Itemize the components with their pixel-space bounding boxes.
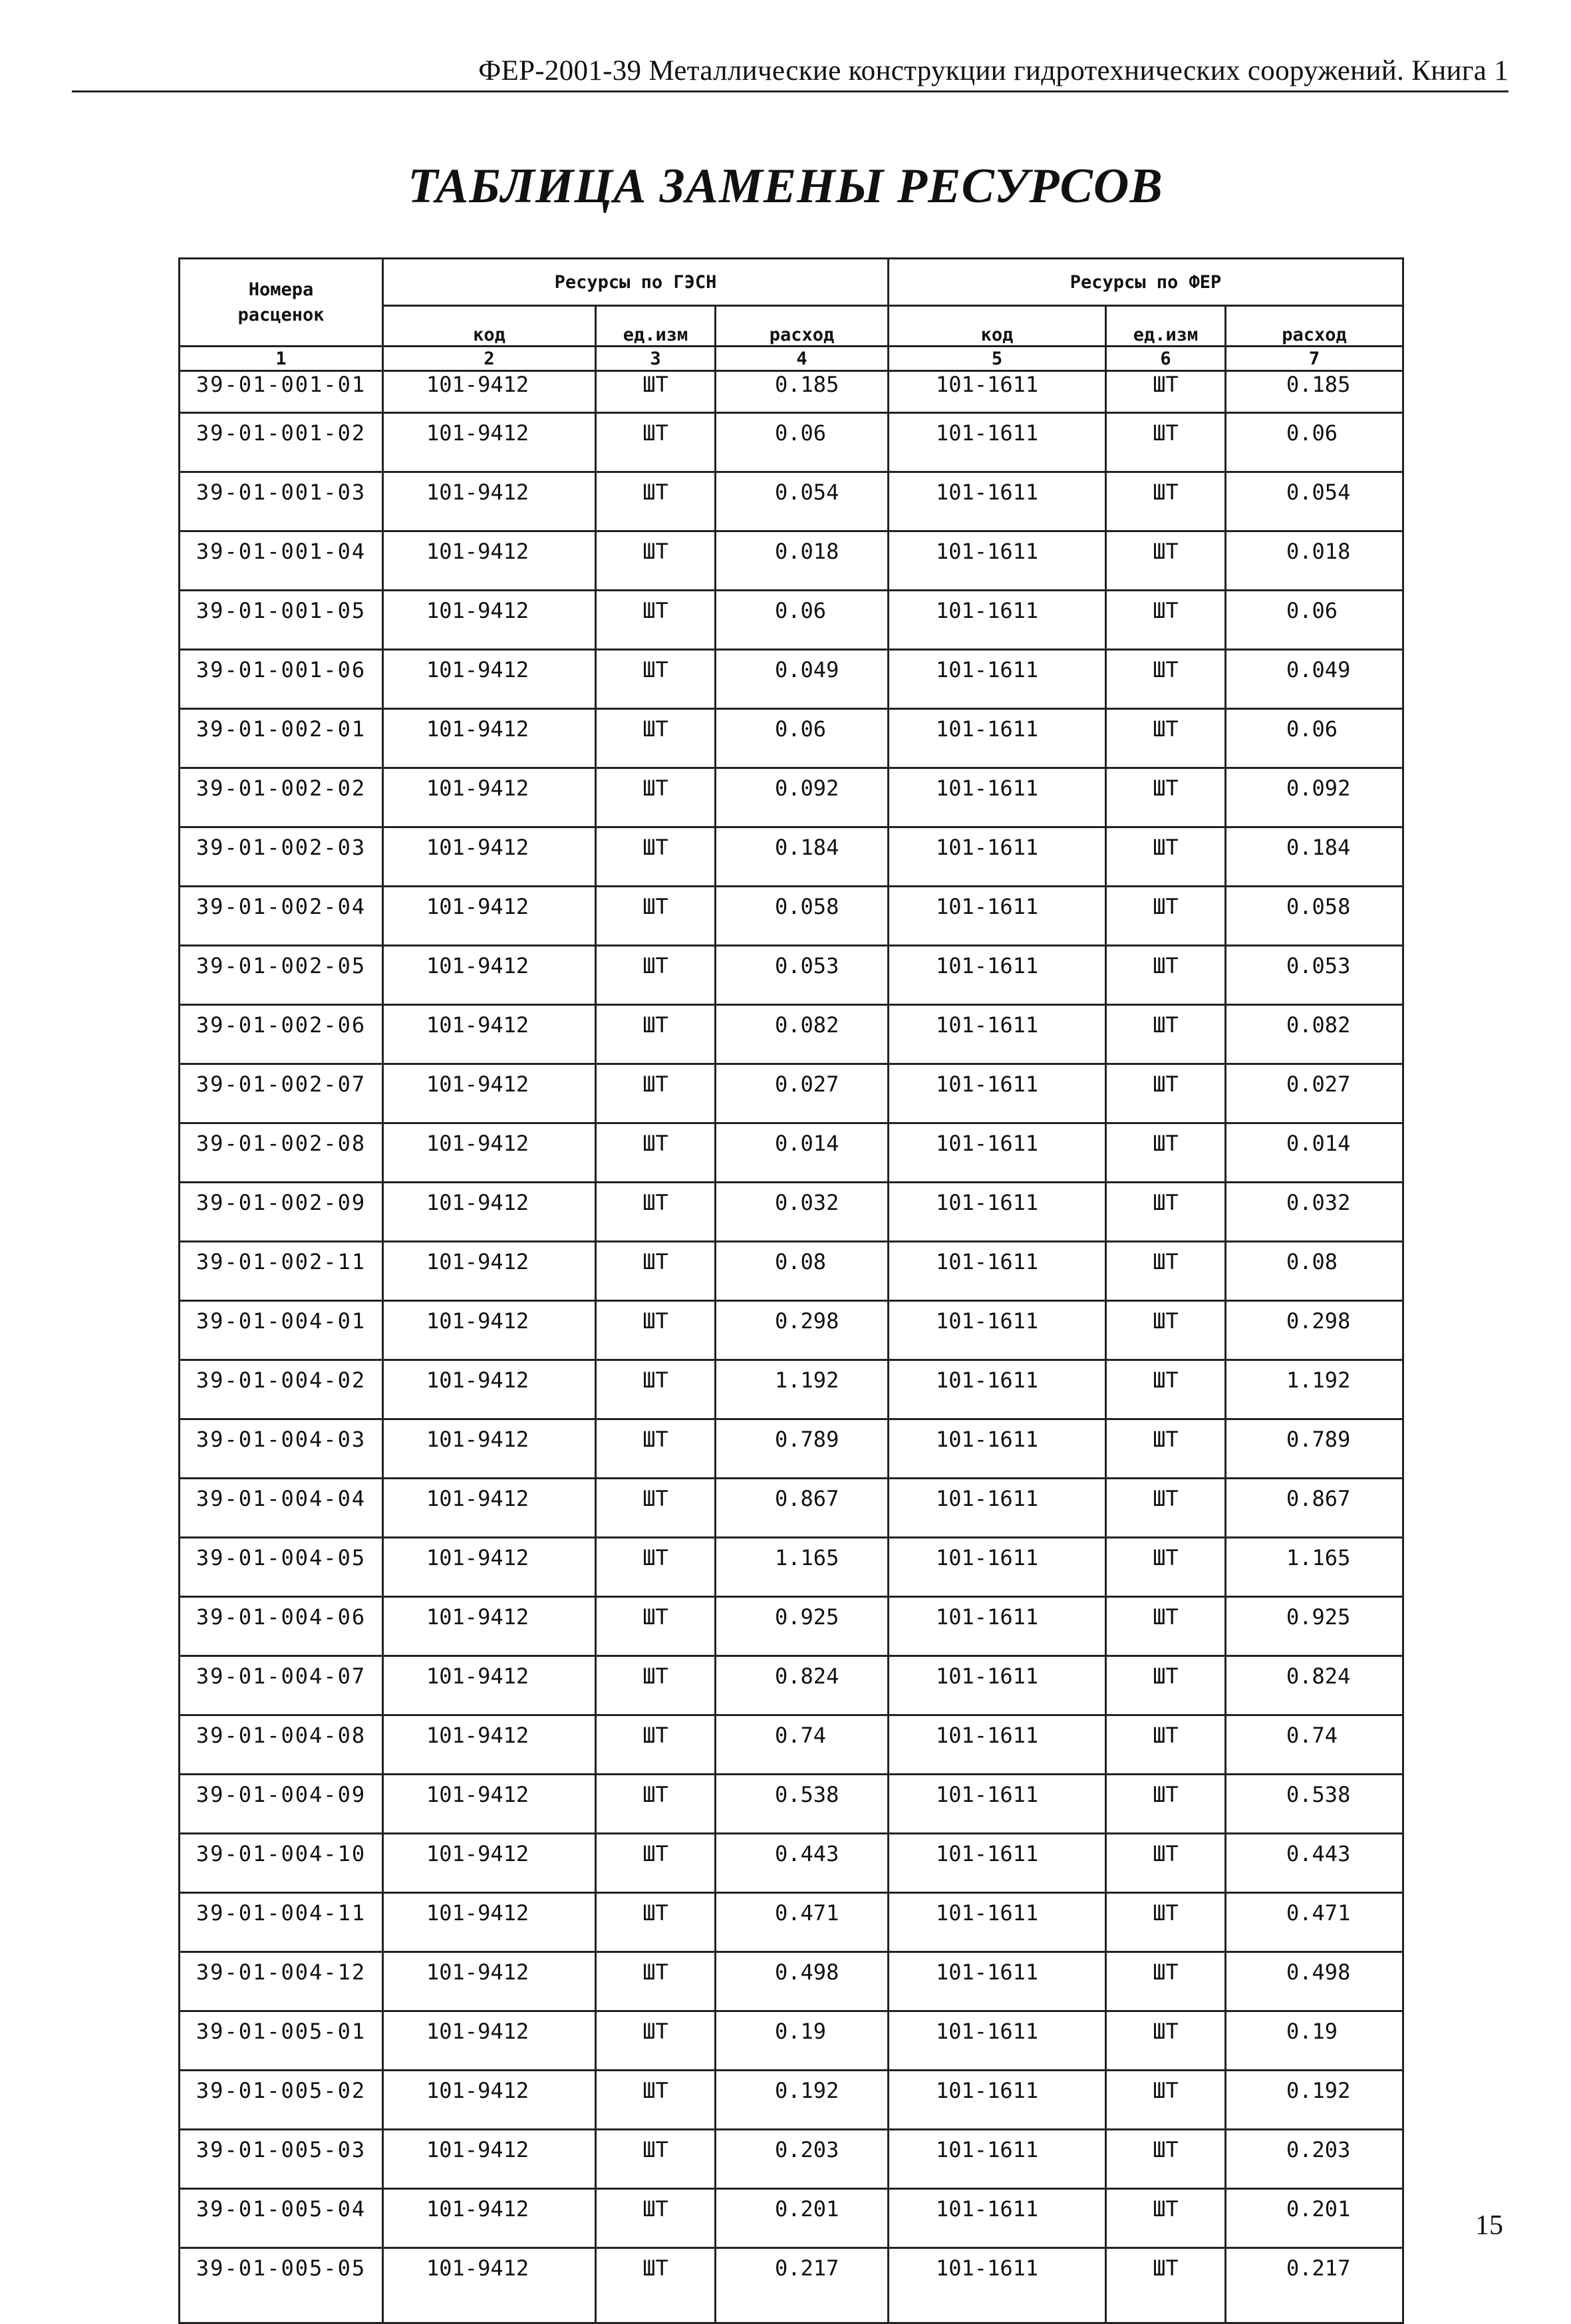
fer-unit-cell: ШТ <box>1106 1301 1226 1360</box>
rate-number-cell: 39-01-004-09 <box>180 1775 383 1834</box>
gesn-code-cell: 101-9412 <box>383 1538 596 1597</box>
gesn-amount-cell: 0.184 <box>716 827 889 887</box>
table-row <box>180 531 1403 591</box>
gesn-code-cell: 101-9412 <box>383 2071 596 2130</box>
gesn-unit-cell: ШТ <box>596 1360 716 1419</box>
rate-number-cell: 39-01-001-02 <box>180 413 383 472</box>
header-gesn-code: код <box>383 306 596 347</box>
rate-number-cell: 39-01-002-04 <box>180 887 383 946</box>
fer-code-cell: 101-1611 <box>889 1715 1106 1775</box>
gesn-code-cell: 101-9412 <box>383 1301 596 1360</box>
fer-amount-cell: 1.165 <box>1226 1538 1403 1597</box>
fer-amount-cell: 0.082 <box>1226 1005 1403 1064</box>
fer-amount-cell: 0.08 <box>1226 1242 1403 1301</box>
fer-unit-cell: ШТ <box>1106 1419 1226 1479</box>
fer-amount-cell: 0.789 <box>1226 1419 1403 1479</box>
gesn-code-cell: 101-9412 <box>383 1183 596 1242</box>
table-row <box>180 650 1403 709</box>
fer-amount-cell: 0.19 <box>1226 2011 1403 2071</box>
gesn-unit-cell: ШТ <box>596 2071 716 2130</box>
fer-amount-cell: 0.824 <box>1226 1656 1403 1715</box>
fer-amount-cell: 0.184 <box>1226 827 1403 887</box>
gesn-unit-cell: ШТ <box>596 2248 716 2323</box>
fer-amount-cell: 0.092 <box>1226 768 1403 827</box>
rate-number-cell: 39-01-004-02 <box>180 1360 383 1419</box>
fer-unit-cell: ШТ <box>1106 2130 1226 2189</box>
rate-number-cell: 39-01-002-08 <box>180 1123 383 1183</box>
gesn-code-cell: 101-9412 <box>383 946 596 1005</box>
fer-unit-cell: ШТ <box>1106 2071 1226 2130</box>
gesn-amount-cell: 0.185 <box>716 371 889 413</box>
gesn-code-cell: 101-9412 <box>383 1123 596 1183</box>
gesn-amount-cell: 0.789 <box>716 1419 889 1479</box>
fer-code-cell: 101-1611 <box>889 946 1106 1005</box>
table-row <box>180 1656 1403 1715</box>
fer-code-cell: 101-1611 <box>889 591 1106 650</box>
gesn-code-cell: 101-9412 <box>383 1715 596 1775</box>
fer-unit-cell: ШТ <box>1106 413 1226 472</box>
table-row <box>180 1242 1403 1301</box>
fer-code-cell: 101-1611 <box>889 531 1106 591</box>
table-row <box>180 2011 1403 2071</box>
rate-number-cell: 39-01-002-01 <box>180 709 383 768</box>
gesn-code-cell: 101-9412 <box>383 2011 596 2071</box>
rate-number-cell: 39-01-002-11 <box>180 1242 383 1301</box>
fer-code-cell: 101-1611 <box>889 371 1106 413</box>
fer-amount-cell: 0.201 <box>1226 2189 1403 2248</box>
fer-unit-cell: ШТ <box>1106 1952 1226 2011</box>
table-body <box>180 371 1403 2323</box>
gesn-unit-cell: ШТ <box>596 887 716 946</box>
gesn-unit-cell: ШТ <box>596 1656 716 1715</box>
fer-code-cell: 101-1611 <box>889 2071 1106 2130</box>
gesn-amount-cell: 0.08 <box>716 1242 889 1301</box>
gesn-amount-cell: 0.027 <box>716 1064 889 1123</box>
header-fer-amount: расход <box>1226 306 1403 347</box>
gesn-code-cell: 101-9412 <box>383 1834 596 1893</box>
column-number: 1 <box>180 347 383 371</box>
table-row <box>180 946 1403 1005</box>
fer-unit-cell: ШТ <box>1106 1775 1226 1834</box>
table-row <box>180 472 1403 531</box>
gesn-unit-cell: ШТ <box>596 650 716 709</box>
header-rate-numbers: Номера расценок <box>180 259 383 347</box>
gesn-amount-cell: 0.053 <box>716 946 889 1005</box>
gesn-unit-cell: ШТ <box>596 2011 716 2071</box>
table-row <box>180 2130 1403 2189</box>
table-row <box>180 709 1403 768</box>
fer-amount-cell: 0.471 <box>1226 1893 1403 1952</box>
rate-number-cell: 39-01-001-05 <box>180 591 383 650</box>
running-header: ФЕР-2001-39 Металлические конструкции гидротехнических сооружений. Книга 1 <box>72 52 1508 92</box>
fer-unit-cell: ШТ <box>1106 1715 1226 1775</box>
fer-code-cell: 101-1611 <box>889 1775 1106 1834</box>
rate-number-cell: 39-01-004-04 <box>180 1479 383 1538</box>
fer-unit-cell: ШТ <box>1106 1479 1226 1538</box>
gesn-code-cell: 101-9412 <box>383 709 596 768</box>
header-fer-code: код <box>889 306 1106 347</box>
column-number: 2 <box>383 347 596 371</box>
gesn-code-cell: 101-9412 <box>383 1360 596 1419</box>
fer-code-cell: 101-1611 <box>889 1360 1106 1419</box>
rate-number-cell: 39-01-002-02 <box>180 768 383 827</box>
gesn-amount-cell: 0.925 <box>716 1597 889 1656</box>
gesn-code-cell: 101-9412 <box>383 531 596 591</box>
fer-unit-cell: ШТ <box>1106 1064 1226 1123</box>
gesn-amount-cell: 0.298 <box>716 1301 889 1360</box>
gesn-unit-cell: ШТ <box>596 1952 716 2011</box>
gesn-code-cell: 101-9412 <box>383 1005 596 1064</box>
rate-number-cell: 39-01-004-03 <box>180 1419 383 1479</box>
fer-code-cell: 101-1611 <box>889 1123 1106 1183</box>
rate-number-cell: 39-01-001-01 <box>180 371 383 413</box>
gesn-code-cell: 101-9412 <box>383 2189 596 2248</box>
gesn-amount-cell: 0.054 <box>716 472 889 531</box>
rate-number-cell: 39-01-004-05 <box>180 1538 383 1597</box>
fer-unit-cell: ШТ <box>1106 591 1226 650</box>
table-row <box>180 371 1403 413</box>
fer-code-cell: 101-1611 <box>889 827 1106 887</box>
fer-code-cell: 101-1611 <box>889 887 1106 946</box>
rate-number-cell: 39-01-004-07 <box>180 1656 383 1715</box>
gesn-unit-cell: ШТ <box>596 2189 716 2248</box>
fer-amount-cell: 0.185 <box>1226 371 1403 413</box>
gesn-amount-cell: 0.824 <box>716 1656 889 1715</box>
fer-amount-cell: 0.018 <box>1226 531 1403 591</box>
gesn-code-cell: 101-9412 <box>383 1775 596 1834</box>
fer-amount-cell: 0.027 <box>1226 1064 1403 1123</box>
gesn-amount-cell: 0.19 <box>716 2011 889 2071</box>
gesn-unit-cell: ШТ <box>596 591 716 650</box>
fer-code-cell: 101-1611 <box>889 650 1106 709</box>
gesn-amount-cell: 0.032 <box>716 1183 889 1242</box>
fer-code-cell: 101-1611 <box>889 413 1106 472</box>
gesn-unit-cell: ШТ <box>596 472 716 531</box>
table-row <box>180 2248 1403 2323</box>
gesn-code-cell: 101-9412 <box>383 413 596 472</box>
gesn-unit-cell: ШТ <box>596 1005 716 1064</box>
table-row <box>180 2071 1403 2130</box>
gesn-code-cell: 101-9412 <box>383 1893 596 1952</box>
rate-number-cell: 39-01-002-07 <box>180 1064 383 1123</box>
fer-unit-cell: ШТ <box>1106 946 1226 1005</box>
fer-code-cell: 101-1611 <box>889 1183 1106 1242</box>
fer-unit-cell: ШТ <box>1106 827 1226 887</box>
fer-unit-cell: ШТ <box>1106 1242 1226 1301</box>
fer-unit-cell: ШТ <box>1106 1834 1226 1893</box>
table-row <box>180 413 1403 472</box>
fer-code-cell: 101-1611 <box>889 1064 1106 1123</box>
fer-amount-cell: 0.217 <box>1226 2248 1403 2323</box>
fer-unit-cell: ШТ <box>1106 650 1226 709</box>
gesn-code-cell: 101-9412 <box>383 371 596 413</box>
table-row <box>180 1952 1403 2011</box>
fer-amount-cell: 0.538 <box>1226 1775 1403 1834</box>
fer-amount-cell: 0.058 <box>1226 887 1403 946</box>
gesn-amount-cell: 0.471 <box>716 1893 889 1952</box>
fer-code-cell: 101-1611 <box>889 1656 1106 1715</box>
fer-amount-cell: 0.203 <box>1226 2130 1403 2189</box>
fer-unit-cell: ШТ <box>1106 709 1226 768</box>
fer-amount-cell: 1.192 <box>1226 1360 1403 1419</box>
gesn-unit-cell: ШТ <box>596 1301 716 1360</box>
fer-unit-cell: ШТ <box>1106 1893 1226 1952</box>
fer-amount-cell: 0.192 <box>1226 2071 1403 2130</box>
gesn-unit-cell: ШТ <box>596 1479 716 1538</box>
fer-code-cell: 101-1611 <box>889 1419 1106 1479</box>
gesn-unit-cell: ШТ <box>596 1597 716 1656</box>
rate-number-cell: 39-01-002-03 <box>180 827 383 887</box>
gesn-code-cell: 101-9412 <box>383 2248 596 2323</box>
gesn-amount-cell: 0.018 <box>716 531 889 591</box>
gesn-amount-cell: 0.217 <box>716 2248 889 2323</box>
fer-unit-cell: ШТ <box>1106 371 1226 413</box>
gesn-unit-cell: ШТ <box>596 768 716 827</box>
rate-number-cell: 39-01-001-04 <box>180 531 383 591</box>
table-row <box>180 1775 1403 1834</box>
rate-number-cell: 39-01-002-09 <box>180 1183 383 1242</box>
rate-number-cell: 39-01-005-04 <box>180 2189 383 2248</box>
gesn-amount-cell: 0.74 <box>716 1715 889 1775</box>
rate-number-cell: 39-01-004-12 <box>180 1952 383 2011</box>
table-row <box>180 887 1403 946</box>
fer-code-cell: 101-1611 <box>889 2130 1106 2189</box>
rate-number-cell: 39-01-002-06 <box>180 1005 383 1064</box>
fer-code-cell: 101-1611 <box>889 1952 1106 2011</box>
header-fer-unit: ед.изм <box>1106 306 1226 347</box>
table-row <box>180 2189 1403 2248</box>
fer-code-cell: 101-1611 <box>889 1479 1106 1538</box>
gesn-code-cell: 101-9412 <box>383 650 596 709</box>
gesn-amount-cell: 1.165 <box>716 1538 889 1597</box>
table-row <box>180 1893 1403 1952</box>
gesn-amount-cell: 0.049 <box>716 650 889 709</box>
fer-unit-cell: ШТ <box>1106 1360 1226 1419</box>
fer-unit-cell: ШТ <box>1106 2011 1226 2071</box>
rate-number-cell: 39-01-004-10 <box>180 1834 383 1893</box>
fer-amount-cell: 0.74 <box>1226 1715 1403 1775</box>
gesn-unit-cell: ШТ <box>596 827 716 887</box>
header-gesn-amount: расход <box>716 306 889 347</box>
fer-amount-cell: 0.054 <box>1226 472 1403 531</box>
fer-amount-cell: 0.053 <box>1226 946 1403 1005</box>
fer-unit-cell: ШТ <box>1106 1123 1226 1183</box>
header-gesn-resources: Ресурсы по ГЭСН <box>383 259 889 306</box>
table-row <box>180 1597 1403 1656</box>
fer-amount-cell: 0.032 <box>1226 1183 1403 1242</box>
header-fer-resources: Ресурсы по ФЕР <box>889 259 1403 306</box>
gesn-amount-cell: 0.203 <box>716 2130 889 2189</box>
gesn-code-cell: 101-9412 <box>383 827 596 887</box>
fer-code-cell: 101-1611 <box>889 1005 1106 1064</box>
gesn-code-cell: 101-9412 <box>383 1656 596 1715</box>
page-number: 15 <box>1475 2210 1503 2241</box>
gesn-code-cell: 101-9412 <box>383 591 596 650</box>
gesn-code-cell: 101-9412 <box>383 1479 596 1538</box>
fer-unit-cell: ШТ <box>1106 768 1226 827</box>
table-row <box>180 1301 1403 1360</box>
gesn-amount-cell: 0.498 <box>716 1952 889 2011</box>
fer-amount-cell: 0.443 <box>1226 1834 1403 1893</box>
rate-number-cell: 39-01-004-01 <box>180 1301 383 1360</box>
table-row <box>180 1715 1403 1775</box>
gesn-code-cell: 101-9412 <box>383 1419 596 1479</box>
fer-code-cell: 101-1611 <box>889 1597 1106 1656</box>
gesn-unit-cell: ШТ <box>596 1419 716 1479</box>
fer-unit-cell: ШТ <box>1106 1656 1226 1715</box>
column-number: 7 <box>1226 347 1403 371</box>
gesn-code-cell: 101-9412 <box>383 768 596 827</box>
fer-amount-cell: 0.06 <box>1226 709 1403 768</box>
fer-unit-cell: ШТ <box>1106 1183 1226 1242</box>
gesn-amount-cell: 0.538 <box>716 1775 889 1834</box>
fer-code-cell: 101-1611 <box>889 1893 1106 1952</box>
rate-number-cell: 39-01-001-06 <box>180 650 383 709</box>
gesn-amount-cell: 0.06 <box>716 709 889 768</box>
gesn-unit-cell: ШТ <box>596 1893 716 1952</box>
gesn-unit-cell: ШТ <box>596 1183 716 1242</box>
fer-amount-cell: 0.049 <box>1226 650 1403 709</box>
gesn-amount-cell: 0.082 <box>716 1005 889 1064</box>
rate-number-cell: 39-01-002-05 <box>180 946 383 1005</box>
table-row <box>180 1538 1403 1597</box>
fer-code-cell: 101-1611 <box>889 2011 1106 2071</box>
rate-number-cell: 39-01-004-08 <box>180 1715 383 1775</box>
table-row <box>180 1834 1403 1893</box>
table-row <box>180 827 1403 887</box>
gesn-unit-cell: ШТ <box>596 1775 716 1834</box>
gesn-unit-cell: ШТ <box>596 1064 716 1123</box>
fer-code-cell: 101-1611 <box>889 768 1106 827</box>
gesn-amount-cell: 0.06 <box>716 591 889 650</box>
gesn-amount-cell: 1.192 <box>716 1360 889 1419</box>
fer-amount-cell: 0.014 <box>1226 1123 1403 1183</box>
table-row <box>180 1123 1403 1183</box>
fer-amount-cell: 0.925 <box>1226 1597 1403 1656</box>
table-row <box>180 1005 1403 1064</box>
fer-unit-cell: ШТ <box>1106 1005 1226 1064</box>
rate-number-cell: 39-01-004-11 <box>180 1893 383 1952</box>
fer-amount-cell: 0.298 <box>1226 1301 1403 1360</box>
resource-replacement-table <box>178 257 1404 2324</box>
rate-number-cell: 39-01-004-06 <box>180 1597 383 1656</box>
fer-unit-cell: ШТ <box>1106 531 1226 591</box>
column-number: 6 <box>1106 347 1226 371</box>
gesn-unit-cell: ШТ <box>596 531 716 591</box>
fer-code-cell: 101-1611 <box>889 1834 1106 1893</box>
gesn-code-cell: 101-9412 <box>383 472 596 531</box>
gesn-unit-cell: ШТ <box>596 709 716 768</box>
fer-code-cell: 101-1611 <box>889 1538 1106 1597</box>
table-row <box>180 1479 1403 1538</box>
table-row <box>180 1360 1403 1419</box>
fer-unit-cell: ШТ <box>1106 2189 1226 2248</box>
table-row <box>180 1183 1403 1242</box>
table-row <box>180 1064 1403 1123</box>
gesn-amount-cell: 0.06 <box>716 413 889 472</box>
gesn-code-cell: 101-9412 <box>383 1064 596 1123</box>
rate-number-cell: 39-01-005-02 <box>180 2071 383 2130</box>
gesn-amount-cell: 0.058 <box>716 887 889 946</box>
gesn-unit-cell: ШТ <box>596 1123 716 1183</box>
column-number: 5 <box>889 347 1106 371</box>
gesn-unit-cell: ШТ <box>596 1715 716 1775</box>
fer-code-cell: 101-1611 <box>889 2248 1106 2323</box>
fer-unit-cell: ШТ <box>1106 1597 1226 1656</box>
gesn-unit-cell: ШТ <box>596 1538 716 1597</box>
header-gesn-unit: ед.изм <box>596 306 716 347</box>
fer-code-cell: 101-1611 <box>889 1242 1106 1301</box>
gesn-unit-cell: ШТ <box>596 1834 716 1893</box>
gesn-amount-cell: 0.443 <box>716 1834 889 1893</box>
fer-unit-cell: ШТ <box>1106 2248 1226 2323</box>
fer-amount-cell: 0.867 <box>1226 1479 1403 1538</box>
table-row <box>180 768 1403 827</box>
gesn-amount-cell: 0.192 <box>716 2071 889 2130</box>
gesn-unit-cell: ШТ <box>596 2130 716 2189</box>
fer-code-cell: 101-1611 <box>889 1301 1106 1360</box>
column-number: 4 <box>716 347 889 371</box>
column-number: 3 <box>596 347 716 371</box>
table-row <box>180 591 1403 650</box>
gesn-amount-cell: 0.014 <box>716 1123 889 1183</box>
fer-unit-cell: ШТ <box>1106 1538 1226 1597</box>
gesn-unit-cell: ШТ <box>596 1242 716 1301</box>
rate-number-cell: 39-01-001-03 <box>180 472 383 531</box>
fer-code-cell: 101-1611 <box>889 2189 1106 2248</box>
gesn-code-cell: 101-9412 <box>383 1242 596 1301</box>
gesn-unit-cell: ШТ <box>596 413 716 472</box>
fer-unit-cell: ШТ <box>1106 887 1226 946</box>
fer-amount-cell: 0.06 <box>1226 413 1403 472</box>
gesn-code-cell: 101-9412 <box>383 2130 596 2189</box>
gesn-amount-cell: 0.092 <box>716 768 889 827</box>
rate-number-cell: 39-01-005-01 <box>180 2011 383 2071</box>
fer-code-cell: 101-1611 <box>889 472 1106 531</box>
table-row <box>180 1419 1403 1479</box>
fer-code-cell: 101-1611 <box>889 709 1106 768</box>
gesn-code-cell: 101-9412 <box>383 1597 596 1656</box>
gesn-amount-cell: 0.867 <box>716 1479 889 1538</box>
fer-amount-cell: 0.498 <box>1226 1952 1403 2011</box>
fer-amount-cell: 0.06 <box>1226 591 1403 650</box>
gesn-unit-cell: ШТ <box>596 371 716 413</box>
fer-unit-cell: ШТ <box>1106 472 1226 531</box>
rate-number-cell: 39-01-005-05 <box>180 2248 383 2323</box>
gesn-unit-cell: ШТ <box>596 946 716 1005</box>
gesn-code-cell: 101-9412 <box>383 887 596 946</box>
gesn-code-cell: 101-9412 <box>383 1952 596 2011</box>
gesn-amount-cell: 0.201 <box>716 2189 889 2248</box>
rate-number-cell: 39-01-005-03 <box>180 2130 383 2189</box>
page-title: ТАБЛИЦА ЗАМЕНЫ РЕСУРСОВ <box>408 159 1163 214</box>
